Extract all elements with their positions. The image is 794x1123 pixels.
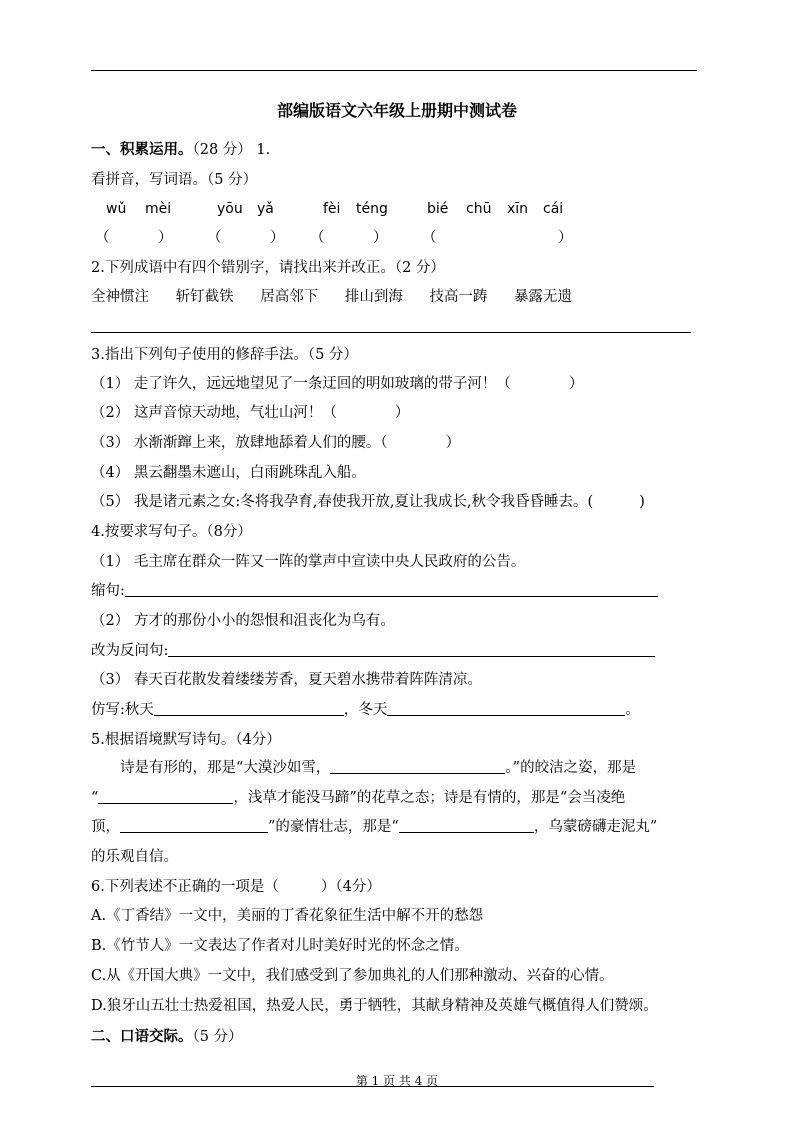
question-1-instruction: 看拼音，写词语。（5 分） (91, 172, 258, 188)
answer-4-close: ） (558, 230, 573, 246)
pinyin-2: mèi (145, 201, 172, 217)
idiom-5: 技高一踌 (429, 289, 488, 305)
section-1-score: （28 分） (192, 142, 252, 158)
answer-4-open[interactable]: （ (422, 230, 437, 246)
question-1-number: 1. (256, 142, 271, 158)
answer-3-open[interactable]: （ (310, 230, 325, 246)
answer-line[interactable] (399, 817, 534, 833)
pinyin-row (0, 199, 794, 219)
answer-1-open[interactable]: （ (95, 230, 110, 246)
idiom-1: 全神惯注 (91, 289, 149, 305)
question-4-instruction: 4.按要求写句子。（8分） (91, 524, 252, 540)
pinyin-3: yōu (217, 201, 243, 217)
question-5-instruction: 5.根据语境默写诗句。（4分） (91, 732, 281, 748)
question-3-item-2: （2） 这声音惊天动地，气壮山河！（ ） (91, 405, 410, 421)
section-2-heading (91, 1027, 243, 1047)
option-d: D.狼牙山五壮士热爱祖国，热爱人民，勇于牺牲，其献身精神及英雄气概值得人们赞颂。 (91, 998, 658, 1014)
answer-line[interactable] (120, 817, 268, 833)
answer-line[interactable] (330, 758, 505, 774)
question-2-instruction: 2.下列成语中有四个错别字，请找出来并改正。（2 分） (91, 260, 445, 276)
question-4-answer-2: 改为反问句: (91, 641, 655, 661)
question-3-item-1: （1） 走了许久，远远地望见了一条迂回的明如玻璃的带子河！（ ） (91, 376, 584, 392)
section-1-title: 一、积累运用。 (91, 141, 193, 158)
pinyin-1: wǔ (106, 201, 127, 217)
page-footer: 第 1 页 共 4 页 (355, 1074, 439, 1088)
answer-line[interactable] (168, 641, 655, 657)
pinyin-5: fèi (323, 201, 341, 217)
question-4-answer-3: 仿写:秋天 ，冬天 。 (91, 702, 640, 718)
section-1-heading (91, 140, 270, 160)
pinyin-9: xīn (507, 201, 529, 217)
question-4-answer-1: 缩句: (91, 581, 658, 601)
question-4-sentence-1: （1） 毛主席在群众一阵又一阵的掌声中宣读中央人民政府的公告。 (91, 554, 526, 570)
pinyin-10: cái (543, 201, 564, 217)
answer-1-close: ） (158, 230, 173, 246)
option-c: C.从《开国大典》一文中，我们感受到了参加典礼的人们那种激动、兴奋的心情。 (91, 968, 614, 984)
question-3-item-3: （3） 水渐渐蹿上来，放肆地舔着人们的腰。（ ） (91, 435, 461, 451)
answer-parens-row (0, 228, 794, 248)
idiom-4: 排山到海 (344, 289, 403, 305)
header-rule (91, 70, 697, 71)
answer-line[interactable] (125, 581, 658, 597)
question-2-answer-line[interactable] (91, 332, 691, 333)
answer-2-close: ） (270, 230, 285, 246)
question-3-item-4: （4） 黑云翻墨未遮山，白雨跳珠乱入船。 (91, 465, 366, 481)
question-6-instruction: 6.下列表述不正确的一项是（ ）（4分） (91, 879, 381, 895)
question-4-sentence-2: （2） 方才的那份小小的怨恨和沮丧化为乌有。 (91, 613, 395, 629)
question-4-sentence-3: （3） 春天百花散发着缕缕芳香，夏天碧水携带着阵阵清凉。 (91, 672, 482, 688)
idiom-list (91, 287, 594, 307)
answer-3-close: ） (373, 230, 388, 246)
footer-rule (91, 1086, 654, 1087)
pinyin-6: téng (356, 201, 388, 217)
pinyin-8: chū (466, 201, 492, 217)
option-b: B.《竹节人》一文表达了作者对儿时美好时光的怀念之情。 (91, 938, 469, 954)
pinyin-7: bié (427, 201, 449, 217)
answer-line[interactable] (387, 700, 625, 716)
pinyin-4: yǎ (257, 201, 274, 217)
idiom-6: 暴露无遗 (514, 289, 573, 305)
idiom-3: 居高邻下 (260, 289, 319, 305)
idiom-2: 斩钉截铁 (175, 289, 234, 305)
option-a: A.《丁香结》一文中，美丽的丁香花象征生活中解不开的愁怨 (91, 908, 484, 924)
page-title: 部编版语文六年级上册期中测试卷 (276, 101, 517, 120)
question-3-instruction: 3.指出下列句子使用的修辞手法。（5 分） (91, 347, 358, 363)
question-3-item-5: （5） 我是诸元素之女:冬将我孕育,春使我开放,夏让我成长,秋令我昏昏睡去。( ) (91, 494, 645, 510)
question-5-passage: 诗是有形的，那是“大漠沙如雪， 。”的皎洁之姿，那是 “ ，浅草才能没马蹄”的花草之态；诗是有情的，那是“会当凌绝 顶， ”的豪情壮志，那是“ ，乌蒙磅礴走泥丸” 的乐观自信。 (91, 760, 658, 865)
section-2-score: （5 分） (192, 1029, 243, 1045)
section-2-title: 二、口语交际。 (91, 1028, 193, 1045)
answer-line[interactable] (154, 700, 344, 716)
answer-2-open[interactable]: （ (207, 230, 222, 246)
answer-line[interactable] (98, 788, 233, 804)
